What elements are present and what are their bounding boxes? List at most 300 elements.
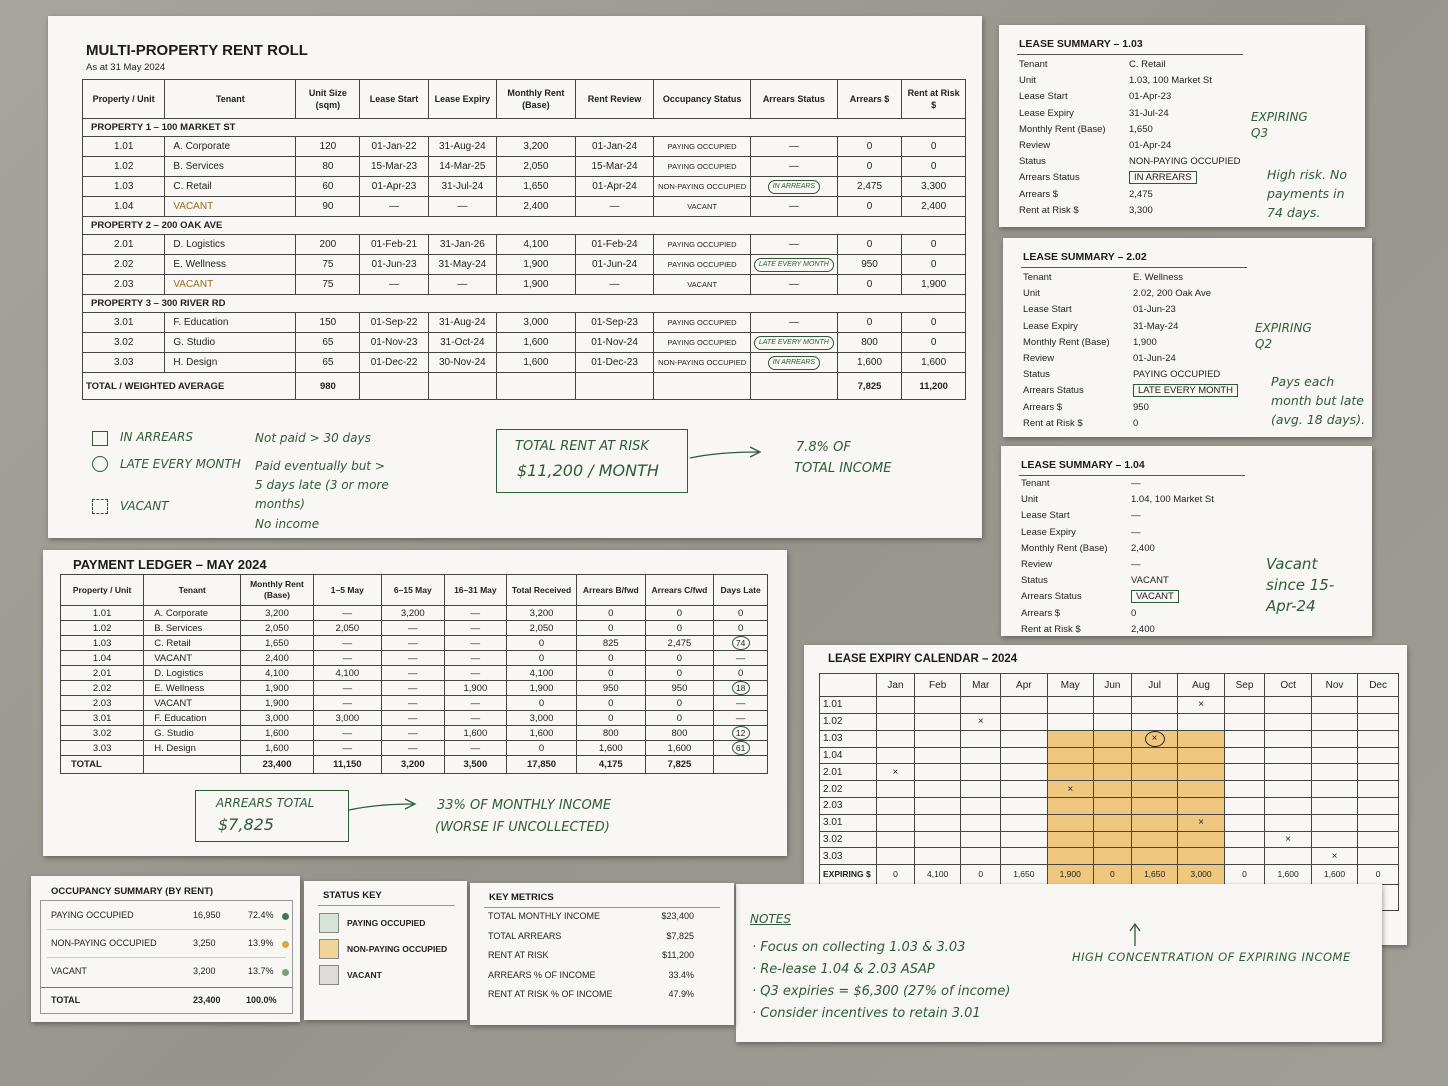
table-cell: — bbox=[444, 741, 507, 756]
table-cell: PAYING OCCUPIED bbox=[654, 157, 751, 177]
calendar-cell bbox=[1265, 730, 1311, 747]
calendar-cell bbox=[1131, 814, 1177, 831]
calendar-row bbox=[820, 764, 1399, 781]
column-header: Tenant bbox=[144, 575, 241, 606]
summary-value: 0 bbox=[1131, 607, 1137, 619]
table-cell: 2,400 bbox=[497, 197, 576, 217]
calendar-cell bbox=[1358, 781, 1399, 798]
table-cell: 15-Mar-23 bbox=[360, 157, 428, 177]
summary-label: Monthly Rent (Base) bbox=[1019, 123, 1106, 135]
note-item bbox=[752, 984, 1010, 999]
summary-label: Rent at Risk $ bbox=[1021, 623, 1081, 635]
handwritten-note: Pays each month but late (avg. 18 days). bbox=[1271, 374, 1366, 427]
occupancy-total-cell: 23,400 bbox=[193, 995, 221, 1005]
summary-label: Lease Expiry bbox=[1019, 107, 1074, 119]
summary-title: LEASE SUMMARY – 1.04 bbox=[1021, 459, 1145, 471]
expiring-row bbox=[820, 865, 1399, 885]
table-cell: 3.01 bbox=[61, 711, 144, 726]
calendar-cell bbox=[1265, 764, 1311, 781]
calendar-cell bbox=[1358, 831, 1399, 848]
column-header: Arrears B/fwd bbox=[576, 575, 645, 606]
table-row bbox=[83, 235, 966, 255]
calendar-cell bbox=[1311, 831, 1357, 848]
summary-label: Tenant bbox=[1019, 59, 1048, 70]
bullet-icon: · bbox=[752, 1006, 761, 1021]
summary-label: Lease Start bbox=[1019, 91, 1068, 103]
handwritten-note: High risk. No payments in 74 days. bbox=[1267, 167, 1348, 220]
late-circle-icon bbox=[92, 456, 108, 472]
table-cell bbox=[750, 333, 837, 353]
summary-label: Arrears $ bbox=[1023, 401, 1063, 413]
table-cell: 1,600 bbox=[576, 741, 645, 756]
calendar-cell bbox=[877, 797, 915, 814]
summary-value: PAYING OCCUPIED bbox=[1133, 369, 1221, 381]
summary-value: NON-PAYING OCCUPIED bbox=[1129, 156, 1241, 168]
table-cell: 1,900 bbox=[241, 696, 313, 711]
total-label: TOTAL / WEIGHTED AVERAGE bbox=[83, 373, 296, 400]
calendar-table bbox=[819, 673, 1399, 911]
status-swatch bbox=[319, 913, 339, 933]
table-cell: 2,400 bbox=[241, 651, 313, 666]
table-cell: B. Services bbox=[165, 157, 296, 177]
table-cell: 0 bbox=[507, 636, 577, 651]
occupancy-table bbox=[40, 900, 293, 1014]
legend-desc-vacant: No income bbox=[255, 517, 320, 531]
calendar-cell bbox=[961, 797, 1001, 814]
calendar-cell bbox=[1265, 814, 1311, 831]
table-cell: 3.02 bbox=[61, 726, 144, 741]
expiring-value: 1,650 bbox=[1001, 865, 1047, 885]
table-row bbox=[61, 711, 768, 726]
legend-key-late: LATE EVERY MONTH bbox=[120, 457, 241, 471]
table-cell: 3,300 bbox=[902, 177, 966, 197]
calendar-cell bbox=[1047, 764, 1093, 781]
summary-value: C. Retail bbox=[1129, 59, 1166, 70]
lease-summary-2-02 bbox=[1003, 238, 1372, 437]
table-cell: 1,600 bbox=[444, 726, 507, 741]
calendar-cell bbox=[1093, 713, 1131, 730]
table-cell: — bbox=[444, 621, 507, 636]
table-cell: 01-Jan-22 bbox=[360, 137, 428, 157]
table-cell: 4,100 bbox=[241, 666, 313, 681]
calendar-row bbox=[820, 814, 1399, 831]
table-cell: — bbox=[750, 313, 837, 333]
table-cell: 1,900 bbox=[444, 681, 507, 696]
note-text: Re-lease 1.04 & 2.03 ASAP bbox=[760, 962, 935, 977]
table-cell: 0 bbox=[576, 606, 645, 621]
table-cell: VACANT bbox=[165, 197, 296, 217]
table-row bbox=[83, 197, 966, 217]
table-cell bbox=[714, 741, 768, 756]
expiry-mark-icon: × bbox=[1145, 731, 1165, 747]
property-group-row bbox=[83, 217, 966, 235]
arrears-status-badge: IN ARREARS bbox=[768, 180, 821, 194]
key-metrics-title: KEY METRICS bbox=[489, 892, 554, 903]
calendar-cell bbox=[961, 848, 1001, 865]
unit-label: 2.03 bbox=[820, 797, 877, 814]
calendar-cell bbox=[1358, 747, 1399, 764]
table-cell: 31-Aug-24 bbox=[428, 137, 496, 157]
table-cell: 0 bbox=[837, 235, 902, 255]
month-header: Sep bbox=[1224, 674, 1265, 697]
table-cell: C. Retail bbox=[165, 177, 296, 197]
table-cell: 1,600 bbox=[241, 726, 313, 741]
summary-label: Arrears $ bbox=[1019, 188, 1059, 200]
table-cell: 0 bbox=[576, 621, 645, 636]
table-row bbox=[61, 741, 768, 756]
metric-label: TOTAL ARREARS bbox=[488, 930, 562, 941]
calendar-cell bbox=[1178, 697, 1224, 714]
status-dot-icon bbox=[282, 969, 289, 976]
calendar-cell bbox=[1358, 814, 1399, 831]
month-header: Feb bbox=[914, 674, 960, 697]
table-cell: 4,100 bbox=[497, 235, 576, 255]
calendar-cell bbox=[1093, 797, 1131, 814]
column-header: Monthly Rent (Base) bbox=[497, 80, 576, 119]
table-cell: — bbox=[382, 726, 445, 741]
summary-value: 1.03, 100 Market St bbox=[1129, 75, 1212, 87]
total-risk: 11,200 bbox=[902, 373, 966, 400]
table-cell bbox=[750, 353, 837, 373]
table-cell: 14-Mar-25 bbox=[428, 157, 496, 177]
legend-desc-late: Paid eventually but > 5 days late (3 or more months) bbox=[255, 459, 389, 511]
calendar-row bbox=[820, 848, 1399, 865]
arrears-total-box bbox=[195, 790, 349, 842]
table-cell: 2.02 bbox=[61, 681, 144, 696]
calendar-cell bbox=[1047, 797, 1093, 814]
calendar-cell bbox=[914, 814, 960, 831]
table-cell bbox=[575, 373, 654, 400]
table-cell: 23,400 bbox=[241, 756, 313, 774]
summary-value: — bbox=[1131, 510, 1141, 522]
table-cell: 1,600 bbox=[497, 353, 576, 373]
status-dot-icon bbox=[282, 941, 289, 948]
table-cell: — bbox=[313, 681, 381, 696]
column-header: Arrears $ bbox=[837, 80, 902, 119]
table-cell: — bbox=[428, 275, 496, 295]
table-cell: 1.03 bbox=[61, 636, 144, 651]
month-header: Dec bbox=[1358, 674, 1399, 697]
table-cell bbox=[750, 255, 837, 275]
month-header: Jul bbox=[1131, 674, 1177, 697]
table-cell: 1,600 bbox=[507, 726, 577, 741]
table-cell: 1,600 bbox=[241, 741, 313, 756]
summary-value: 2.02, 200 Oak Ave bbox=[1133, 288, 1211, 300]
calendar-cell bbox=[1311, 781, 1357, 798]
month-header: Nov bbox=[1311, 674, 1357, 697]
month-header: Apr bbox=[1001, 674, 1047, 697]
table-row bbox=[61, 621, 768, 636]
table-row bbox=[83, 177, 966, 197]
note-text: Focus on collecting 1.03 & 3.03 bbox=[760, 940, 966, 955]
vacant-dashed-icon bbox=[92, 499, 108, 514]
summary-label: Lease Expiry bbox=[1021, 526, 1076, 538]
arrow-up-icon bbox=[1128, 922, 1142, 948]
status-key-title: STATUS KEY bbox=[323, 890, 382, 901]
calendar-cell bbox=[1224, 730, 1265, 747]
table-cell bbox=[714, 756, 768, 774]
table-row bbox=[83, 137, 966, 157]
property-group-row bbox=[83, 119, 966, 137]
table-cell: 0 bbox=[837, 313, 902, 333]
calendar-cell bbox=[1047, 713, 1093, 730]
table-cell: 01-Nov-24 bbox=[575, 333, 654, 353]
table-cell: 60 bbox=[296, 177, 360, 197]
occupancy-amount: 3,200 bbox=[193, 966, 216, 976]
expiry-mark-icon: × bbox=[977, 716, 984, 728]
expiry-tag: EXPIRING Q3 bbox=[1251, 110, 1308, 140]
expiry-tag: EXPIRING Q2 bbox=[1255, 321, 1312, 351]
column-header: Tenant bbox=[165, 80, 296, 119]
table-cell: 3.03 bbox=[83, 353, 165, 373]
occupancy-total-cell: 100.0% bbox=[246, 995, 277, 1005]
unit-label: 2.01 bbox=[820, 764, 877, 781]
ledger-title: PAYMENT LEDGER – MAY 2024 bbox=[73, 557, 267, 572]
table-cell: 2.01 bbox=[61, 666, 144, 681]
table-cell: 01-Feb-21 bbox=[360, 235, 428, 255]
bullet-icon: · bbox=[752, 940, 761, 955]
summary-label: Unit bbox=[1021, 494, 1038, 506]
calendar-cell bbox=[1131, 781, 1177, 798]
summary-value: 31-May-24 bbox=[1133, 320, 1179, 332]
table-cell: 0 bbox=[507, 696, 577, 711]
table-cell: TOTAL bbox=[61, 756, 144, 774]
expiry-mark-icon: × bbox=[1198, 699, 1204, 711]
table-cell: 7,825 bbox=[645, 756, 714, 774]
metric-value: $23,400 bbox=[661, 911, 694, 921]
table-cell: 2,475 bbox=[837, 177, 902, 197]
calendar-cell bbox=[1001, 797, 1047, 814]
table-cell: H. Design bbox=[144, 741, 241, 756]
table-cell: — bbox=[313, 741, 381, 756]
summary-value: 2,400 bbox=[1131, 623, 1155, 635]
calendar-row bbox=[820, 781, 1399, 798]
summary-label: Rent at Risk $ bbox=[1023, 417, 1083, 429]
expiring-label: EXPIRING $ bbox=[820, 865, 877, 885]
table-cell: 4,100 bbox=[313, 666, 381, 681]
calendar-cell bbox=[1224, 781, 1265, 798]
table-cell: 01-Apr-23 bbox=[360, 177, 428, 197]
expiring-value: 0 bbox=[877, 865, 915, 885]
rent-at-risk-box bbox=[496, 429, 688, 493]
table-cell: G. Studio bbox=[144, 726, 241, 741]
notes-title: NOTES bbox=[750, 912, 791, 926]
arrears-total-value: $7,825 bbox=[218, 815, 274, 834]
summary-label: Review bbox=[1021, 559, 1053, 570]
table-cell: 17,850 bbox=[507, 756, 577, 774]
column-header: Property / Unit bbox=[61, 575, 144, 606]
calendar-cell bbox=[914, 747, 960, 764]
table-cell: 2.02 bbox=[83, 255, 165, 275]
calendar-cell bbox=[1311, 814, 1357, 831]
table-cell: 2,050 bbox=[507, 621, 577, 636]
table-cell: — bbox=[382, 681, 445, 696]
calendar-cell bbox=[877, 713, 915, 730]
table-cell: 1,900 bbox=[497, 255, 576, 275]
calendar-cell bbox=[1265, 848, 1311, 865]
arrears-status-box: LATE EVERY MONTH bbox=[1133, 384, 1238, 397]
table-cell: 1,900 bbox=[902, 275, 966, 295]
table-cell: 31-Jan-26 bbox=[428, 235, 496, 255]
calendar-row bbox=[820, 713, 1399, 730]
table-cell: — bbox=[382, 666, 445, 681]
column-header: Lease Start bbox=[360, 80, 428, 119]
summary-label: Lease Start bbox=[1023, 304, 1072, 316]
table-cell: D. Logistics bbox=[165, 235, 296, 255]
table-cell: E. Wellness bbox=[165, 255, 296, 275]
calendar-cell bbox=[914, 781, 960, 798]
arrears-status-box: VACANT bbox=[1131, 590, 1179, 603]
table-row bbox=[61, 606, 768, 621]
expiring-value: 1,900 bbox=[1047, 865, 1093, 885]
table-cell: 01-Sep-23 bbox=[575, 313, 654, 333]
month-header: Aug bbox=[1178, 674, 1224, 697]
table-cell: — bbox=[360, 275, 428, 295]
expiring-value: 1,600 bbox=[1311, 865, 1357, 885]
summary-label: Review bbox=[1023, 353, 1055, 364]
note-text: Consider incentives to retain 3.01 bbox=[760, 1006, 981, 1021]
table-cell: 0 bbox=[714, 621, 768, 636]
month-header: Jan bbox=[877, 674, 915, 697]
rent-roll-sheet bbox=[48, 16, 982, 538]
lease-summary-1-04 bbox=[1001, 446, 1372, 636]
calendar-cell bbox=[1178, 831, 1224, 848]
occupancy-label: VACANT bbox=[51, 966, 87, 976]
calendar-cell bbox=[961, 697, 1001, 714]
table-cell: — bbox=[444, 636, 507, 651]
summary-label: Monthly Rent (Base) bbox=[1023, 336, 1110, 348]
calendar-row bbox=[820, 797, 1399, 814]
corner-cell bbox=[820, 674, 877, 697]
table-cell: D. Logistics bbox=[144, 666, 241, 681]
arrears-percent-note: 33% OF MONTHLY INCOME bbox=[437, 798, 612, 813]
occupancy-title: OCCUPANCY SUMMARY (BY RENT) bbox=[51, 886, 214, 897]
summary-value: 01-Jun-23 bbox=[1133, 304, 1176, 316]
table-cell: 3.01 bbox=[83, 313, 165, 333]
days-late-circle: 18 bbox=[732, 681, 750, 695]
calendar-cell bbox=[914, 848, 960, 865]
table-cell: 0 bbox=[837, 197, 902, 217]
table-cell: — bbox=[714, 711, 768, 726]
table-cell: 0 bbox=[507, 741, 577, 756]
metric-label: RENT AT RISK bbox=[488, 950, 549, 960]
calendar-cell bbox=[1001, 697, 1047, 714]
unit-label: 1.02 bbox=[820, 713, 877, 730]
days-late-circle: 12 bbox=[732, 726, 750, 740]
calendar-cell bbox=[1001, 781, 1047, 798]
table-cell bbox=[714, 636, 768, 651]
table-cell: — bbox=[428, 197, 496, 217]
unit-label: 3.01 bbox=[820, 814, 877, 831]
arrears-status-badge: LATE EVERY MONTH bbox=[754, 258, 834, 272]
table-cell: 01-Jan-24 bbox=[575, 137, 654, 157]
calendar-cell bbox=[877, 730, 915, 747]
expiring-value: 0 bbox=[1093, 865, 1131, 885]
table-cell: 1.02 bbox=[83, 157, 165, 177]
table-cell: 120 bbox=[296, 137, 360, 157]
table-cell bbox=[654, 373, 751, 400]
expiry-mark-icon: × bbox=[1198, 817, 1204, 829]
calendar-cell bbox=[1311, 730, 1357, 747]
table-cell: VACANT bbox=[654, 197, 751, 217]
table-cell: 2.03 bbox=[61, 696, 144, 711]
table-cell: A. Corporate bbox=[165, 137, 296, 157]
table-cell: 1,600 bbox=[837, 353, 902, 373]
calendar-cell bbox=[1311, 764, 1357, 781]
calendar-cell bbox=[961, 781, 1001, 798]
column-header: Days Late bbox=[714, 575, 768, 606]
table-cell: VACANT bbox=[144, 696, 241, 711]
table-cell: 3,200 bbox=[241, 606, 313, 621]
table-cell: 0 bbox=[645, 666, 714, 681]
divider bbox=[47, 957, 286, 958]
table-cell: 01-Feb-24 bbox=[575, 235, 654, 255]
unit-label: 3.02 bbox=[820, 831, 877, 848]
occupancy-total-row bbox=[41, 987, 292, 1013]
arrears-status-box: IN ARREARS bbox=[1129, 171, 1197, 184]
table-cell: 31-May-24 bbox=[428, 255, 496, 275]
table-cell bbox=[144, 756, 241, 774]
calendar-cell bbox=[1311, 848, 1357, 865]
expiring-value: 1,650 bbox=[1131, 865, 1177, 885]
note-item bbox=[752, 1006, 981, 1021]
calendar-cell bbox=[1224, 831, 1265, 848]
calendar-cell bbox=[877, 747, 915, 764]
table-cell: 01-Dec-22 bbox=[360, 353, 428, 373]
occupancy-total-cell: TOTAL bbox=[51, 995, 81, 1005]
metric-value: $11,200 bbox=[662, 950, 694, 960]
table-cell: 3.02 bbox=[83, 333, 165, 353]
calendar-cell bbox=[1131, 764, 1177, 781]
table-cell: 1,600 bbox=[645, 741, 714, 756]
table-cell: 0 bbox=[902, 137, 966, 157]
table-cell: 0 bbox=[714, 666, 768, 681]
table-cell: VACANT bbox=[654, 275, 751, 295]
table-cell: 150 bbox=[296, 313, 360, 333]
calendar-cell bbox=[1001, 814, 1047, 831]
calendar-cell bbox=[1093, 781, 1131, 798]
risk-percent-note: 7.8% OF bbox=[796, 440, 851, 455]
calendar-cell bbox=[877, 781, 915, 798]
column-header: 1–5 May bbox=[313, 575, 381, 606]
bullet-icon: · bbox=[752, 984, 761, 999]
note-item bbox=[752, 940, 965, 955]
table-cell: 80 bbox=[296, 157, 360, 177]
calendar-cell bbox=[1093, 831, 1131, 848]
table-cell: 90 bbox=[296, 197, 360, 217]
status-key bbox=[304, 881, 467, 1020]
table-row bbox=[61, 681, 768, 696]
table-cell: 0 bbox=[645, 621, 714, 636]
unit-label: 1.01 bbox=[820, 697, 877, 714]
table-cell: 2.01 bbox=[83, 235, 165, 255]
column-header: Property / Unit bbox=[83, 80, 165, 119]
calendar-cell bbox=[961, 747, 1001, 764]
calendar-cell bbox=[1131, 831, 1177, 848]
table-cell: 800 bbox=[645, 726, 714, 741]
calendar-cell bbox=[1224, 697, 1265, 714]
table-cell: E. Wellness bbox=[144, 681, 241, 696]
table-cell: B. Services bbox=[144, 621, 241, 636]
total-size: 980 bbox=[296, 373, 360, 400]
calendar-cell bbox=[1358, 713, 1399, 730]
table-cell: — bbox=[313, 696, 381, 711]
legend-key-arrears: IN ARREARS bbox=[120, 430, 193, 444]
summary-value: — bbox=[1131, 526, 1141, 538]
calendar-cell bbox=[1131, 697, 1177, 714]
column-header: Rent at Risk $ bbox=[902, 80, 966, 119]
column-header: Unit Size (sqm) bbox=[296, 80, 360, 119]
